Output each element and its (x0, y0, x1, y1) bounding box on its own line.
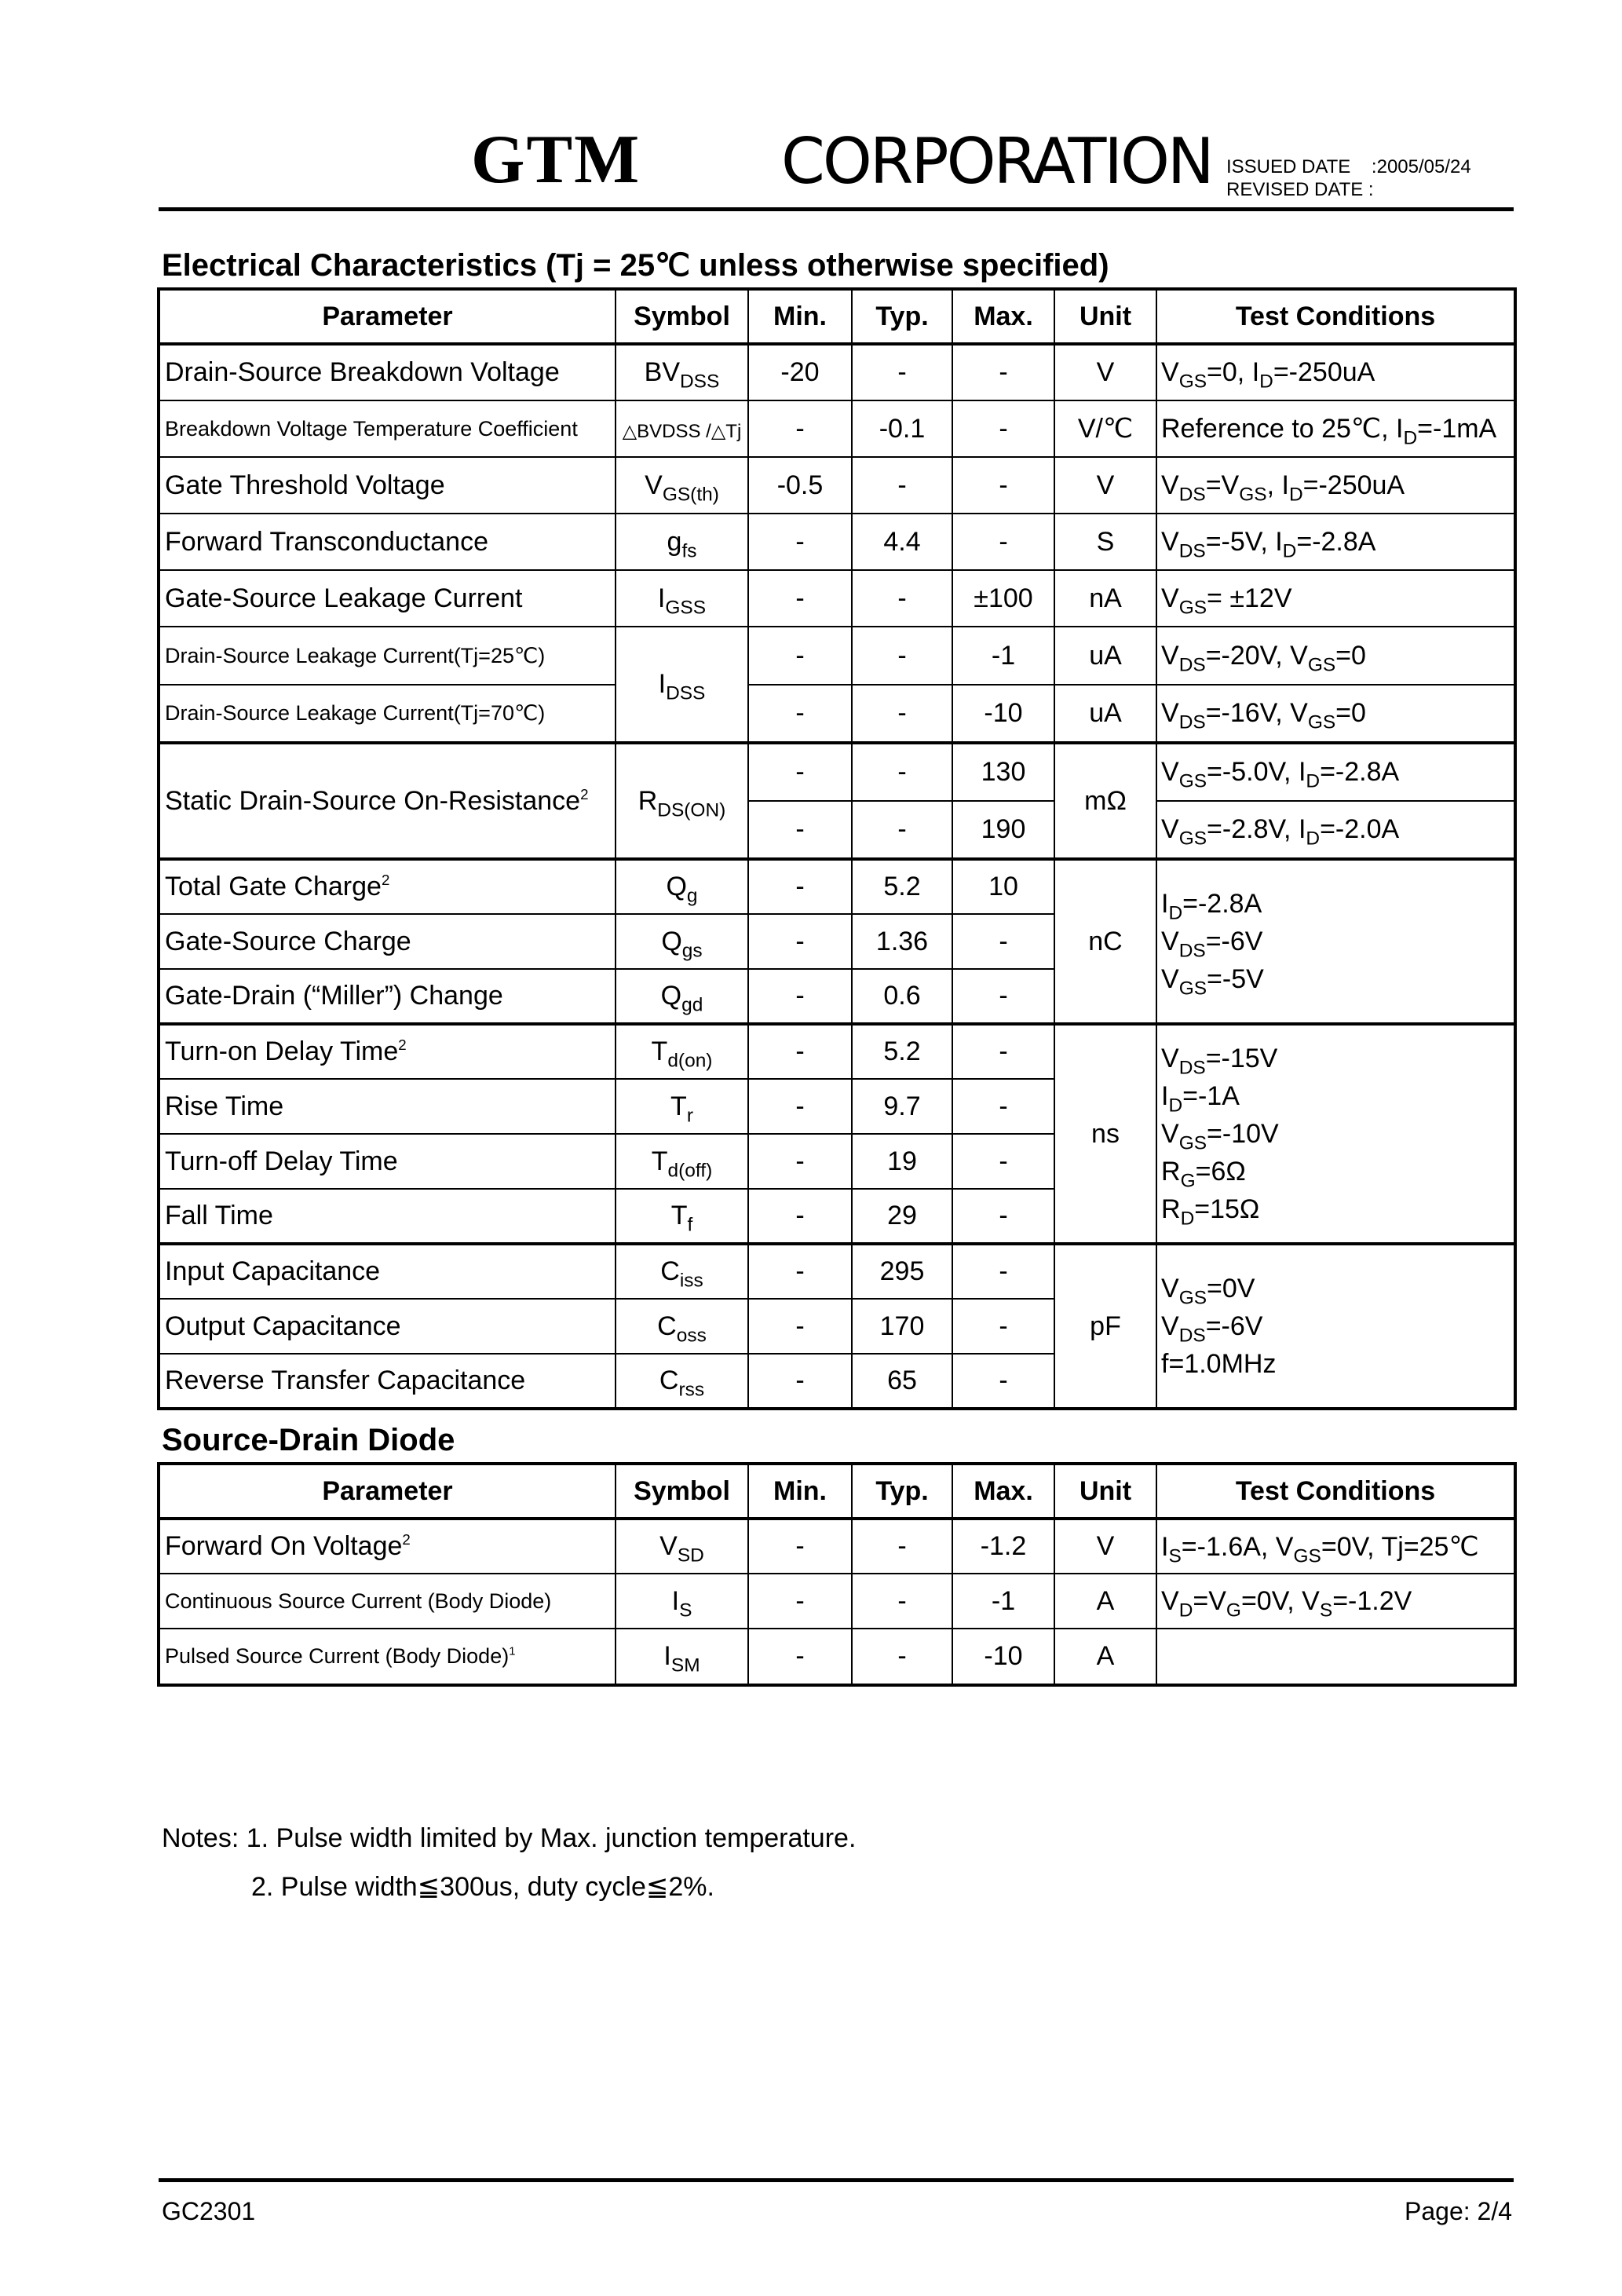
typ-cell: - (852, 344, 952, 400)
page-number: Page: 2/4 (1405, 2197, 1512, 2225)
column-header: Parameter (159, 289, 616, 344)
test-conditions-cell: $V_{DS}=-16V$, $V_{GS}=0$ (1156, 685, 1515, 743)
table-row (159, 400, 1515, 457)
max-cell: - (952, 1244, 1054, 1299)
table-row (159, 685, 1515, 743)
unit-cell: S (1054, 514, 1156, 570)
symbol-cell: $C_{oss}$ (616, 1299, 748, 1354)
note-2: 2. Pulse width≦300us, duty cycle≦2%. (251, 1872, 714, 1902)
source-drain-diode-table (157, 1462, 1517, 1687)
typ-cell: 0.6 (852, 969, 952, 1024)
min-cell: - (748, 1189, 852, 1244)
test-conditions-cell: $V_D=V_G=0V$, $V_S=-1.2V$ (1156, 1574, 1515, 1629)
unit-cell: uA (1054, 685, 1156, 743)
max-cell: - (952, 514, 1054, 570)
column-header: Test Conditions (1156, 289, 1515, 344)
typ-cell: 4.4 (852, 514, 952, 570)
table-row (159, 570, 1515, 627)
test-conditions-cell: $V_{GS}=0$, $I_D=-250uA$ (1156, 344, 1515, 400)
typ-cell: 170 (852, 1299, 952, 1354)
parameter-cell: Forward Transconductance (159, 514, 616, 570)
electrical-characteristics-title: Electrical Characteristics (Tj = 25℃ unless otherwise specified) (162, 248, 1109, 283)
footer-rule (159, 2178, 1514, 2182)
max-cell: - (952, 1354, 1054, 1409)
typ-cell: 9.7 (852, 1079, 952, 1134)
symbol-cell: $T_{d(off)}$ (616, 1134, 748, 1189)
parameter-cell: Rise Time (159, 1079, 616, 1134)
typ-cell: - (852, 1629, 952, 1685)
table-row (159, 344, 1515, 400)
typ-cell: 5.2 (852, 1024, 952, 1079)
note-1: Notes: 1. Pulse width limited by Max. junction temperature. (162, 1823, 857, 1853)
parameter-cell: Drain-Source Breakdown Voltage (159, 344, 616, 400)
part-number: GC2301 (162, 2197, 256, 2225)
document-dates (1226, 155, 1471, 201)
max-cell: - (952, 1189, 1054, 1244)
max-cell: -10 (952, 1629, 1054, 1685)
table-row (159, 627, 1515, 685)
min-cell: - (748, 1574, 852, 1629)
min-cell: - (748, 1244, 852, 1299)
min-cell: - (748, 969, 852, 1024)
test-conditions-cell: $I_S=-1.6A$, $V_{GS}=0V$, Tj=25℃ (1156, 1519, 1515, 1574)
notes (162, 1814, 856, 1911)
typ-cell: 5.2 (852, 859, 952, 914)
typ-cell: - (852, 1519, 952, 1574)
parameter-cell: Output Capacitance (159, 1299, 616, 1354)
unit-cell: A (1054, 1629, 1156, 1685)
parameter-cell: Turn-on Delay Time$^2$ (159, 1024, 616, 1079)
symbol-cell: △BVDSS /△Tj (616, 400, 748, 457)
symbol-cell: $I_S$ (616, 1574, 748, 1629)
max-cell: - (952, 344, 1054, 400)
test-conditions-cell: $I_D=-2.8A$ $V_{DS}=-6V$ $V_{GS}=-5V$ (1156, 859, 1515, 1024)
min-cell: - (748, 1354, 852, 1409)
symbol-cell: $I_{SM}$ (616, 1629, 748, 1685)
test-conditions-cell: $V_{GS}=0V$ $V_{DS}=-6V$ f=1.0MHz (1156, 1244, 1515, 1409)
typ-cell: - (852, 570, 952, 627)
typ-cell: - (852, 627, 952, 685)
column-header: Symbol (616, 289, 748, 344)
symbol-cell: $T_{d(on)}$ (616, 1024, 748, 1079)
symbol-cell: $R_{DS(ON)}$ (616, 743, 748, 859)
min-cell: - (748, 400, 852, 457)
max-cell: - (952, 400, 1054, 457)
typ-cell: 295 (852, 1244, 952, 1299)
unit-cell: nC (1054, 859, 1156, 1024)
min-cell: - (748, 570, 852, 627)
symbol-cell: $C_{iss}$ (616, 1244, 748, 1299)
symbol-cell: $g_{fs}$ (616, 514, 748, 570)
unit-cell: nA (1054, 570, 1156, 627)
table-header-row (159, 1464, 1515, 1519)
test-conditions-cell: $V_{DS}=-5V$, $I_D=-2.8A$ (1156, 514, 1515, 570)
table-row (159, 743, 1515, 801)
max-cell: -1.2 (952, 1519, 1054, 1574)
typ-cell: - (852, 1574, 952, 1629)
parameter-cell: Gate-Drain (“Miller”) Change (159, 969, 616, 1024)
test-conditions-cell (1156, 1629, 1515, 1685)
max-cell: - (952, 1134, 1054, 1189)
min-cell: - (748, 743, 852, 801)
column-header: Typ. (852, 1464, 952, 1519)
parameter-cell: Breakdown Voltage Temperature Coefficient (159, 400, 616, 457)
test-conditions-cell: Reference to 25℃, $I_D=-1mA$ (1156, 400, 1515, 457)
typ-cell: 29 (852, 1189, 952, 1244)
max-cell: - (952, 1079, 1054, 1134)
table-row (159, 457, 1515, 514)
parameter-cell: Pulsed Source Current (Body Diode)$^1$ (159, 1629, 616, 1685)
min-cell: - (748, 801, 852, 859)
max-cell: -1 (952, 627, 1054, 685)
test-conditions-cell: $V_{DS}=-15V$ $I_D=-1A$ $V_{GS}=-10V$ $R_G=6\Omega$ $R_D=15\Omega$ (1156, 1024, 1515, 1244)
typ-cell: - (852, 801, 952, 859)
column-header: Symbol (616, 1464, 748, 1519)
typ-cell: 65 (852, 1354, 952, 1409)
revised-date: REVISED DATE : (1226, 179, 1374, 200)
column-header: Min. (748, 289, 852, 344)
electrical-characteristics-table (157, 287, 1517, 1410)
min-cell: - (748, 514, 852, 570)
unit-cell: A (1054, 1574, 1156, 1629)
corporation-name: CORPORATION (781, 125, 1212, 198)
symbol-cell: $Q_{gd}$ (616, 969, 748, 1024)
symbol-cell: $T_r$ (616, 1079, 748, 1134)
parameter-cell: Fall Time (159, 1189, 616, 1244)
symbol-cell: $Q_{gs}$ (616, 914, 748, 969)
max-cell: 130 (952, 743, 1054, 801)
unit-cell: mΩ (1054, 743, 1156, 859)
column-header: Max. (952, 289, 1054, 344)
unit-cell: V (1054, 1519, 1156, 1574)
test-conditions-cell: $V_{DS}=V_{GS}$, $I_D=-250uA$ (1156, 457, 1515, 514)
unit-cell: ns (1054, 1024, 1156, 1244)
parameter-cell: Input Capacitance (159, 1244, 616, 1299)
typ-cell: - (852, 457, 952, 514)
column-header: Max. (952, 1464, 1054, 1519)
max-cell: 10 (952, 859, 1054, 914)
symbol-cell: $BV_{DSS}$ (616, 344, 748, 400)
unit-cell: pF (1054, 1244, 1156, 1409)
parameter-cell: Gate-Source Leakage Current (159, 570, 616, 627)
column-header: Min. (748, 1464, 852, 1519)
max-cell: 190 (952, 801, 1054, 859)
symbol-cell: $T_f$ (616, 1189, 748, 1244)
column-header: Test Conditions (1156, 1464, 1515, 1519)
parameter-cell: Gate Threshold Voltage (159, 457, 616, 514)
min-cell: - (748, 685, 852, 743)
max-cell: -1 (952, 1574, 1054, 1629)
typ-cell: 1.36 (852, 914, 952, 969)
max-cell: - (952, 457, 1054, 514)
max-cell: - (952, 969, 1054, 1024)
table-header-row (159, 289, 1515, 344)
parameter-cell: Continuous Source Current (Body Diode) (159, 1574, 616, 1629)
table-row (159, 514, 1515, 570)
max-cell: ±100 (952, 570, 1054, 627)
typ-cell: -0.1 (852, 400, 952, 457)
min-cell: -0.5 (748, 457, 852, 514)
column-header: Unit (1054, 289, 1156, 344)
parameter-cell: Drain-Source Leakage Current(Tj=70℃) (159, 685, 616, 743)
table-row (159, 1519, 1515, 1574)
parameter-cell: Total Gate Charge$^2$ (159, 859, 616, 914)
parameter-cell: Forward On Voltage$^2$ (159, 1519, 616, 1574)
unit-cell: V (1054, 344, 1156, 400)
typ-cell: - (852, 685, 952, 743)
typ-cell: - (852, 743, 952, 801)
test-conditions-cell: $V_{GS}=-2.8V$, $I_D=-2.0A$ (1156, 801, 1515, 859)
source-drain-diode-title: Source-Drain Diode (162, 1423, 455, 1457)
unit-cell: uA (1054, 627, 1156, 685)
min-cell: - (748, 859, 852, 914)
min-cell: - (748, 1024, 852, 1079)
table-row (159, 1244, 1515, 1299)
min-cell: - (748, 914, 852, 969)
table-row (159, 859, 1515, 914)
max-cell: - (952, 1024, 1054, 1079)
symbol-cell: $Q_g$ (616, 859, 748, 914)
table-row (159, 1024, 1515, 1079)
column-header: Typ. (852, 289, 952, 344)
table-row (159, 1629, 1515, 1685)
parameter-cell: Static Drain-Source On-Resistance$^2$ (159, 743, 616, 859)
test-conditions-cell: $V_{GS}=-5.0V$, $I_D=-2.8A$ (1156, 743, 1515, 801)
min-cell: - (748, 1629, 852, 1685)
max-cell: -10 (952, 685, 1054, 743)
symbol-cell: $V_{GS(th)}$ (616, 457, 748, 514)
max-cell: - (952, 1299, 1054, 1354)
parameter-cell: Reverse Transfer Capacitance (159, 1354, 616, 1409)
min-cell: - (748, 1079, 852, 1134)
symbol-cell: $V_{SD}$ (616, 1519, 748, 1574)
min-cell: - (748, 1519, 852, 1574)
header-rule (159, 207, 1514, 211)
min-cell: - (748, 1299, 852, 1354)
unit-cell: V/℃ (1054, 400, 1156, 457)
symbol-cell: $C_{rss}$ (616, 1354, 748, 1409)
column-header: Unit (1054, 1464, 1156, 1519)
unit-cell: V (1054, 457, 1156, 514)
min-cell: -20 (748, 344, 852, 400)
test-conditions-cell: $V_{DS}=-20V$, $V_{GS}=0$ (1156, 627, 1515, 685)
parameter-cell: Turn-off Delay Time (159, 1134, 616, 1189)
column-header: Parameter (159, 1464, 616, 1519)
max-cell: - (952, 914, 1054, 969)
test-conditions-cell: $V_{GS}= \pm 12V$ (1156, 570, 1515, 627)
min-cell: - (748, 1134, 852, 1189)
min-cell: - (748, 627, 852, 685)
issued-date: ISSUED DATE :2005/05/24 (1226, 156, 1471, 177)
typ-cell: 19 (852, 1134, 952, 1189)
company-logo: GTM (471, 122, 641, 198)
parameter-cell: Drain-Source Leakage Current(Tj=25℃) (159, 627, 616, 685)
symbol-cell: $I_{DSS}$ (616, 627, 748, 743)
symbol-cell: $I_{GSS}$ (616, 570, 748, 627)
parameter-cell: Gate-Source Charge (159, 914, 616, 969)
table-row (159, 1574, 1515, 1629)
